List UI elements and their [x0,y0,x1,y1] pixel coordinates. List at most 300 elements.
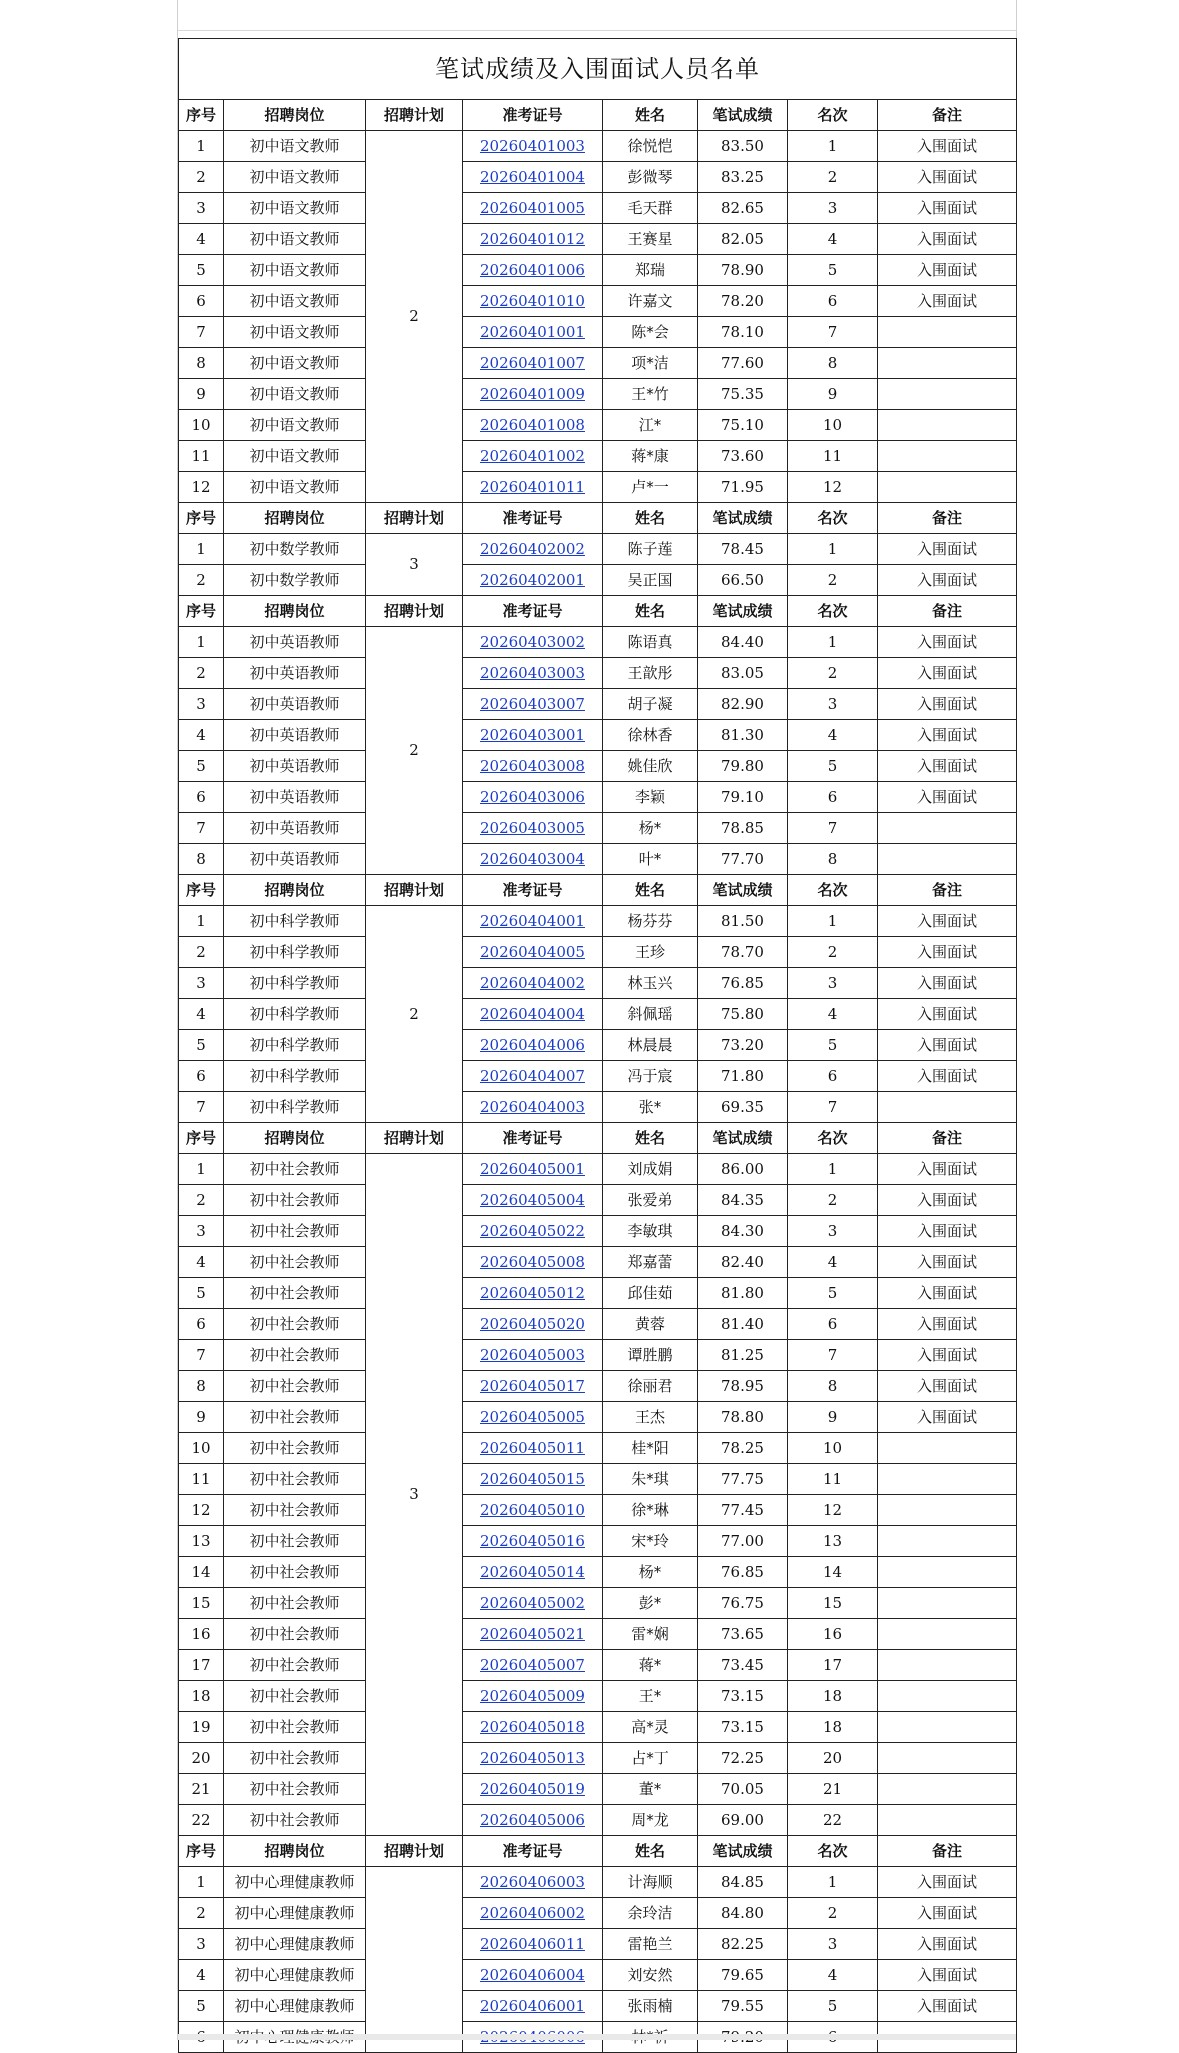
cell-exam-id [463,906,603,937]
cell-exam-id [463,782,603,813]
exam-id-link[interactable]: 20260405013 [480,1748,585,1767]
column-header-rank: 名次 [788,596,878,627]
cell-position: 初中语文教师 [224,348,366,379]
cell-remark: 入围面试 [878,193,1017,224]
table-row [179,689,1017,720]
cell-score: 77.45 [698,1495,788,1526]
cell-score: 73.60 [698,441,788,472]
exam-id-link[interactable]: 20260405015 [480,1469,585,1488]
cell-score: 78.85 [698,813,788,844]
column-header-rank: 名次 [788,1123,878,1154]
table-row [179,1433,1017,1464]
exam-id-link[interactable]: 20260401003 [480,136,585,155]
cell-remark: 入围面试 [878,1867,1017,1898]
exam-id-link[interactable]: 20260403005 [480,818,585,837]
column-header-rank: 名次 [788,875,878,906]
exam-id-link[interactable]: 20260406001 [480,1996,585,2015]
cell-position: 初中社会教师 [224,1774,366,1805]
cell-position: 初中社会教师 [224,1247,366,1278]
cell-position: 初中语文教师 [224,255,366,286]
cell-position: 初中科学教师 [224,968,366,999]
cell-index: 6 [179,1309,224,1340]
cell-remark: 入围面试 [878,1371,1017,1402]
cell-rank: 18 [788,1712,878,1743]
cell-score: 78.95 [698,1371,788,1402]
exam-id-link[interactable]: 20260404002 [480,973,585,992]
cell-exam-id [463,1805,603,1836]
cell-rank: 8 [788,844,878,875]
cell-remark: 入围面试 [878,1185,1017,1216]
cell-exam-id [463,1712,603,1743]
cell-score: 82.40 [698,1247,788,1278]
cell-score: 84.30 [698,1216,788,1247]
cell-position: 初中社会教师 [224,1526,366,1557]
exam-id-link[interactable]: 20260406002 [480,1903,585,1922]
cell-score: 76.75 [698,1588,788,1619]
cell-remark: 入围面试 [878,1030,1017,1061]
cell-exam-id [463,1898,603,1929]
exam-id-link[interactable]: 20260405005 [480,1407,585,1426]
cell-score: 78.20 [698,286,788,317]
cell-index: 8 [179,348,224,379]
cell-name: 王* [603,1681,698,1712]
cell-rank: 15 [788,1588,878,1619]
column-header-score: 笔试成绩 [698,596,788,627]
exam-id-link[interactable]: 20260404006 [480,1035,585,1054]
cell-exam-id [463,937,603,968]
table-row [179,472,1017,503]
cell-index: 5 [179,1030,224,1061]
column-header-rank: 名次 [788,100,878,131]
exam-id-link[interactable]: 20260403002 [480,632,585,651]
cell-name: 李颖 [603,782,698,813]
cell-name: 徐悦恺 [603,131,698,162]
cell-remark: 入围面试 [878,906,1017,937]
cell-exam-id [463,689,603,720]
cell-position: 初中语文教师 [224,131,366,162]
table-row [179,255,1017,286]
exam-id-link[interactable]: 20260404003 [480,1097,585,1116]
cell-remark: 入围面试 [878,968,1017,999]
cell-score: 77.00 [698,1526,788,1557]
cell-index: 3 [179,689,224,720]
cell-remark [878,1743,1017,1774]
exam-id-link[interactable]: 20260405011 [480,1438,585,1457]
header-row [179,875,1017,906]
cell-index: 2 [179,937,224,968]
exam-id-link[interactable]: 20260401001 [480,322,585,341]
cell-index: 7 [179,1092,224,1123]
cell-rank: 10 [788,410,878,441]
exam-id-link[interactable]: 20260403003 [480,663,585,682]
exam-id-link[interactable]: 20260403006 [480,787,585,806]
cell-score: 84.85 [698,1867,788,1898]
table-row [179,1309,1017,1340]
cell-exam-id [463,1030,603,1061]
cell-remark [878,1712,1017,1743]
cell-exam-id [463,1464,603,1495]
cell-score: 73.15 [698,1712,788,1743]
exam-id-link[interactable]: 20260405017 [480,1376,585,1395]
column-header-remark: 备注 [878,1836,1017,1867]
cell-score: 84.80 [698,1898,788,1929]
table-row [179,1929,1017,1960]
exam-id-link[interactable]: 20260404004 [480,1004,585,1023]
cell-position: 初中心理健康教师 [224,1929,366,1960]
exam-id-link[interactable]: 20260405020 [480,1314,585,1333]
cell-index: 3 [179,1216,224,1247]
cell-score: 81.25 [698,1340,788,1371]
table-row [179,441,1017,472]
table-row [179,379,1017,410]
cell-rank: 3 [788,689,878,720]
cell-rank: 22 [788,1805,878,1836]
cell-index: 18 [179,1681,224,1712]
title-row [179,39,1017,100]
cell-rank: 3 [788,1216,878,1247]
cell-name: 王歆彤 [603,658,698,689]
cell-rank: 2 [788,1185,878,1216]
exam-id-link[interactable]: 20260406011 [480,1934,585,1953]
column-header-exam-id: 准考证号 [463,1836,603,1867]
header-row [179,1123,1017,1154]
cell-index: 4 [179,1247,224,1278]
cell-index: 12 [179,1495,224,1526]
table-row [179,1650,1017,1681]
cell-name: 张雨楠 [603,1991,698,2022]
column-header-position: 招聘岗位 [224,875,366,906]
cell-score: 69.00 [698,1805,788,1836]
cell-rank: 1 [788,627,878,658]
cell-exam-id [463,1154,603,1185]
cell-index: 1 [179,906,224,937]
table-row [179,1154,1017,1185]
column-header-score: 笔试成绩 [698,503,788,534]
exam-id-link[interactable]: 20260401009 [480,384,585,403]
table-row [179,1991,1017,2022]
table-row [179,410,1017,441]
cell-score: 71.80 [698,1061,788,1092]
exam-id-link[interactable]: 20260405022 [480,1221,585,1240]
cell-position: 初中社会教师 [224,1340,366,1371]
cell-index: 12 [179,472,224,503]
cell-score: 76.85 [698,1557,788,1588]
exam-id-link[interactable]: 20260405002 [480,1593,585,1612]
exam-id-link[interactable]: 20260404005 [480,942,585,961]
cell-rank: 1 [788,1154,878,1185]
cell-index: 19 [179,1712,224,1743]
cell-rank: 11 [788,1464,878,1495]
table-row [179,1464,1017,1495]
cell-exam-id [463,1557,603,1588]
cell-name: 徐*琳 [603,1495,698,1526]
exam-id-link[interactable]: 20260406003 [480,1872,585,1891]
cell-exam-id [463,131,603,162]
column-header-rank: 名次 [788,503,878,534]
column-header-plan: 招聘计划 [366,100,463,131]
exam-id-link[interactable]: 20260406004 [480,1965,585,1984]
cell-remark: 入围面试 [878,1061,1017,1092]
cell-remark: 入围面试 [878,782,1017,813]
cell-position: 初中语文教师 [224,317,366,348]
exam-id-link[interactable]: 20260401012 [480,229,585,248]
cell-position: 初中语文教师 [224,286,366,317]
column-header-score: 笔试成绩 [698,875,788,906]
cell-remark: 入围面试 [878,224,1017,255]
cell-remark [878,379,1017,410]
cell-remark [878,410,1017,441]
cell-rank: 5 [788,255,878,286]
cell-remark [878,348,1017,379]
cell-name: 董* [603,1774,698,1805]
cell-exam-id [463,1433,603,1464]
table-row [179,658,1017,689]
cell-score: 81.30 [698,720,788,751]
cell-index: 8 [179,844,224,875]
cell-name: 杨芬芬 [603,906,698,937]
page-bottom-edge [178,2034,1016,2040]
cell-exam-id [463,1588,603,1619]
cell-exam-id [463,1619,603,1650]
cell-position: 初中科学教师 [224,906,366,937]
cell-rank: 7 [788,317,878,348]
cell-score: 73.65 [698,1619,788,1650]
exam-id-link[interactable]: 20260405016 [480,1531,585,1550]
cell-index: 11 [179,1464,224,1495]
column-header-remark: 备注 [878,100,1017,131]
table-row [179,968,1017,999]
column-header-name: 姓名 [603,1836,698,1867]
cell-score: 82.90 [698,689,788,720]
cell-remark [878,844,1017,875]
header-row [179,503,1017,534]
cell-exam-id [463,1743,603,1774]
cell-rank: 1 [788,534,878,565]
cell-exam-id [463,348,603,379]
cell-name: 雷艳兰 [603,1929,698,1960]
document-title: 笔试成绩及入围面试人员名单 [179,39,1017,100]
cell-rank: 4 [788,999,878,1030]
exam-id-link[interactable]: 20260401010 [480,291,585,310]
cell-position: 初中科学教师 [224,1030,366,1061]
cell-score: 78.90 [698,255,788,286]
cell-score: 73.20 [698,1030,788,1061]
cell-name: 占*丁 [603,1743,698,1774]
cell-index: 6 [179,782,224,813]
cell-remark [878,1619,1017,1650]
cell-position: 初中社会教师 [224,1557,366,1588]
cell-score: 78.80 [698,1402,788,1433]
table-row [179,286,1017,317]
cell-exam-id [463,255,603,286]
cell-index: 21 [179,1774,224,1805]
exam-id-link[interactable]: 20260403004 [480,849,585,868]
cell-exam-id [463,1309,603,1340]
column-header-score: 笔试成绩 [698,1836,788,1867]
cell-score: 78.70 [698,937,788,968]
cell-rank: 14 [788,1557,878,1588]
table-row [179,193,1017,224]
cell-rank: 2 [788,1898,878,1929]
exam-id-link[interactable]: 20260401004 [480,167,585,186]
exam-id-link[interactable]: 20260401002 [480,446,585,465]
cell-index: 6 [179,286,224,317]
table-row [179,1557,1017,1588]
exam-id-link[interactable]: 20260405007 [480,1655,585,1674]
table-row [179,844,1017,875]
exam-id-link[interactable]: 20260405012 [480,1283,585,1302]
column-header-remark: 备注 [878,1123,1017,1154]
cell-index: 13 [179,1526,224,1557]
cell-name: 毛天群 [603,193,698,224]
exam-id-link[interactable]: 20260402001 [480,570,585,589]
cell-score: 79.10 [698,782,788,813]
cell-score: 83.50 [698,131,788,162]
exam-id-link[interactable]: 20260405021 [480,1624,585,1643]
cell-exam-id [463,379,603,410]
cell-name: 桂*阳 [603,1433,698,1464]
cell-remark: 入围面试 [878,937,1017,968]
exam-id-link[interactable]: 20260405009 [480,1686,585,1705]
cell-remark: 入围面试 [878,1402,1017,1433]
cell-rank: 11 [788,441,878,472]
cell-index: 16 [179,1619,224,1650]
cell-index: 1 [179,627,224,658]
table-row [179,720,1017,751]
cell-exam-id [463,317,603,348]
cell-score: 76.85 [698,968,788,999]
cell-remark: 入围面试 [878,255,1017,286]
table-row [179,534,1017,565]
table-row [179,1185,1017,1216]
table-row [179,1588,1017,1619]
exam-id-link[interactable]: 20260405008 [480,1252,585,1271]
cell-name: 彭* [603,1588,698,1619]
cell-name: 王杰 [603,1402,698,1433]
exam-id-link[interactable]: 20260401007 [480,353,585,372]
cell-index: 4 [179,1960,224,1991]
exam-id-link[interactable]: 20260401008 [480,415,585,434]
cell-score: 84.35 [698,1185,788,1216]
cell-name: 王赛星 [603,224,698,255]
cell-remark: 入围面试 [878,1309,1017,1340]
cell-name: 陈子莲 [603,534,698,565]
cell-score: 86.00 [698,1154,788,1185]
cell-rank: 8 [788,1371,878,1402]
cell-rank: 1 [788,1867,878,1898]
column-header-exam-id: 准考证号 [463,875,603,906]
cell-index: 1 [179,534,224,565]
exam-id-link[interactable]: 20260405001 [480,1159,585,1178]
table-row [179,1619,1017,1650]
cell-position: 初中科学教师 [224,937,366,968]
cell-score: 84.40 [698,627,788,658]
cell-position: 初中英语教师 [224,782,366,813]
cell-position: 初中社会教师 [224,1805,366,1836]
column-header-name: 姓名 [603,100,698,131]
exam-id-link[interactable]: 20260401005 [480,198,585,217]
cell-rank: 20 [788,1743,878,1774]
cell-remark [878,1433,1017,1464]
cell-exam-id [463,813,603,844]
cell-index: 5 [179,1278,224,1309]
exam-id-link[interactable]: 20260403001 [480,725,585,744]
cell-rank: 9 [788,1402,878,1433]
cell-exam-id [463,1247,603,1278]
cell-name: 蒋* [603,1650,698,1681]
exam-id-link[interactable]: 20260403008 [480,756,585,775]
cell-exam-id [463,1867,603,1898]
cell-rank: 12 [788,1495,878,1526]
table-row [179,1898,1017,1929]
cell-exam-id [463,162,603,193]
column-header-name: 姓名 [603,503,698,534]
cell-remark: 入围面试 [878,1991,1017,2022]
cell-index: 8 [179,1371,224,1402]
cell-rank: 1 [788,906,878,937]
cell-score: 82.05 [698,224,788,255]
cell-exam-id [463,1960,603,1991]
exam-id-link[interactable]: 20260404007 [480,1066,585,1085]
cell-name: 林晨晨 [603,1030,698,1061]
cell-exam-id [463,1216,603,1247]
exam-id-link[interactable]: 20260405006 [480,1810,585,1829]
cell-index: 9 [179,1402,224,1433]
cell-position: 初中数学教师 [224,565,366,596]
cell-position: 初中社会教师 [224,1371,366,1402]
exam-id-link[interactable]: 20260401006 [480,260,585,279]
cell-score: 82.65 [698,193,788,224]
exam-id-link[interactable]: 20260401011 [480,477,585,496]
table-row [179,565,1017,596]
cell-remark: 入围面试 [878,689,1017,720]
table-row [179,1743,1017,1774]
cell-name: 郑嘉蕾 [603,1247,698,1278]
exam-id-link[interactable]: 20260405018 [480,1717,585,1736]
exam-id-link[interactable]: 20260405014 [480,1562,585,1581]
cell-position: 初中社会教师 [224,1650,366,1681]
exam-id-link[interactable]: 20260405004 [480,1190,585,1209]
exam-id-link[interactable]: 20260405019 [480,1779,585,1798]
cell-name: 计海顺 [603,1867,698,1898]
cell-remark [878,1495,1017,1526]
cell-remark [878,441,1017,472]
exam-id-link[interactable]: 20260405003 [480,1345,585,1364]
cell-index: 22 [179,1805,224,1836]
exam-id-link[interactable]: 20260403007 [480,694,585,713]
exam-id-link[interactable]: 20260405010 [480,1500,585,1519]
cell-index: 5 [179,751,224,782]
cell-index: 2 [179,162,224,193]
cell-exam-id [463,1991,603,2022]
cell-index: 3 [179,968,224,999]
exam-id-link[interactable]: 20260404001 [480,911,585,930]
cell-rank: 6 [788,286,878,317]
cell-rank: 5 [788,751,878,782]
cell-score: 81.40 [698,1309,788,1340]
table-row [179,348,1017,379]
column-header-remark: 备注 [878,503,1017,534]
cell-position: 初中英语教师 [224,689,366,720]
cell-rank: 3 [788,968,878,999]
cell-name: 胡子凝 [603,689,698,720]
cell-index: 4 [179,720,224,751]
cell-plan: 2 [366,131,463,503]
cell-score: 73.45 [698,1650,788,1681]
header-row [179,596,1017,627]
cell-rank: 7 [788,1340,878,1371]
exam-id-link[interactable]: 20260402002 [480,539,585,558]
